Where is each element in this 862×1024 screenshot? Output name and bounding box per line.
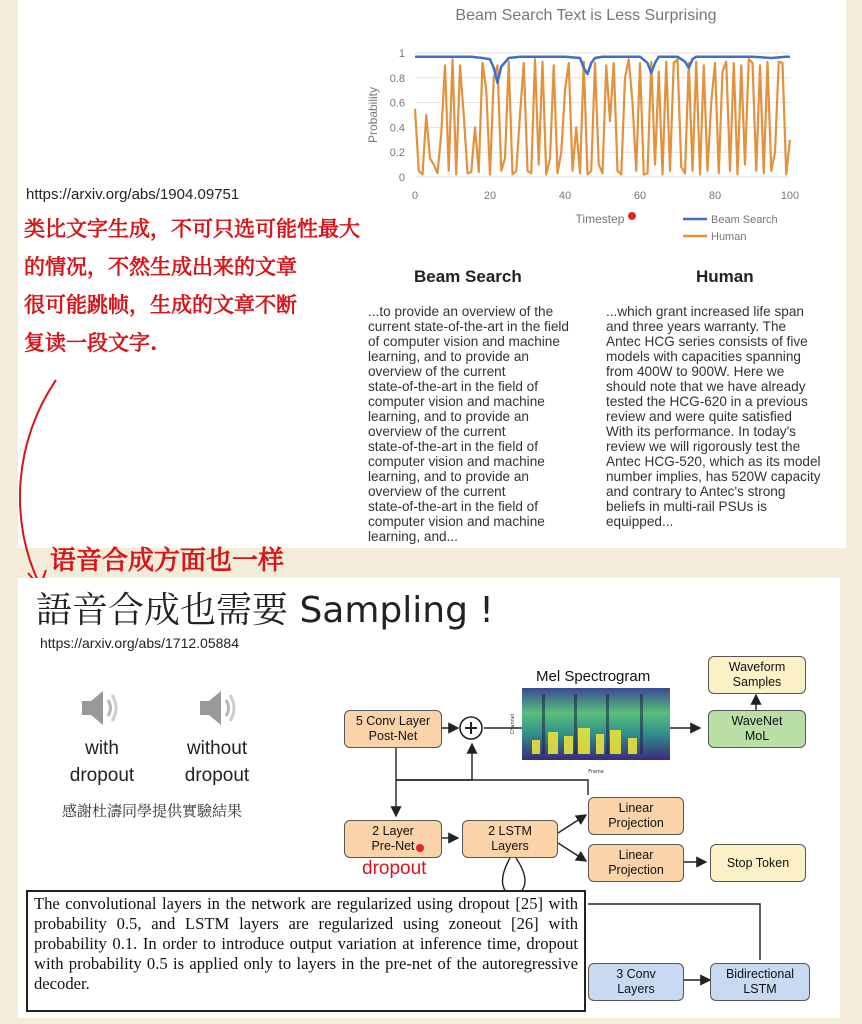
prenet-box: 2 Layer Pre-Net xyxy=(344,820,442,858)
x-tick-label-3: 60 xyxy=(633,190,647,202)
speaker-icon-with-dropout[interactable] xyxy=(78,686,126,730)
x-tick-label-4: 80 xyxy=(708,190,722,202)
postnet-box: 5 Conv Layer Post-Net xyxy=(344,710,442,748)
annotation-line-2: 的情况，不然生成出来的文章 xyxy=(24,254,297,279)
legend-beam-search: Beam Search xyxy=(711,214,778,226)
y-tick-label-5: 1 xyxy=(398,48,405,60)
human-header: Human xyxy=(696,267,754,286)
linear-projection-box-2: Linear Projection xyxy=(588,844,684,882)
waveform-samples-box: Waveform Samples xyxy=(708,656,806,694)
annotation-line-3: 很可能跳帧，生成的文章不断 xyxy=(24,292,297,317)
paper-quote-text: The convolutional layers in the network are regularized using dropout [25] with probability 0.5, and LSTM layers are regularized using zoneout [26] with probability 0.1. In order to introduce output variation at inference time, dropout with probability 0.5 is applied only to layers in the pre-net of the autoregressive decoder. xyxy=(34,894,578,993)
without-dropout-label: without dropout xyxy=(184,738,250,786)
chart-x-axis-label: Timestep xyxy=(575,212,625,226)
beam-search-sample-text: ...to provide an overview of the current state-of-the-art in the field of computer vision and machine learning, and to provide an overview of the current state-of-the-art in the field of computer vision and machine learning, and to provide an overview of the current state-of-the-art in the field of computer vision and machine learning, and to provide an overview of the current state-of-the-art in the field of computer vision and machine learning, and... xyxy=(368,304,569,544)
handwritten-annotation xyxy=(24,210,369,362)
y-tick-label-4: 0.8 xyxy=(389,72,405,85)
probability-chart xyxy=(360,0,810,250)
paper-url-2[interactable]: https://arxiv.org/abs/1712.05884 xyxy=(40,635,239,651)
x-tick-label-5: 100 xyxy=(780,190,800,202)
mel-spectrogram-image xyxy=(506,684,674,776)
lstm-layers-box: 2 LSTM Layers xyxy=(462,820,558,858)
x-tick-label-2: 40 xyxy=(558,190,572,202)
chart-title: Beam Search Text is Less Surprising xyxy=(455,7,717,24)
y-tick-label-2: 0.4 xyxy=(389,122,405,135)
legend-human: Human xyxy=(711,231,747,243)
annotation-line-1: 类比文字生成，不可只选可能性最大 xyxy=(24,216,360,241)
paper-quote-box xyxy=(26,890,586,1012)
x-tick-label-0: 0 xyxy=(411,190,419,202)
wavenet-mol-box: WaveNet MoL xyxy=(708,710,806,748)
y-tick-label-0: 0 xyxy=(398,172,405,184)
y-tick-label-1: 0.2 xyxy=(389,147,405,160)
chart-lines xyxy=(415,57,790,175)
slide-title: 語音合成也需要 Sampling ! xyxy=(36,590,494,631)
beam-search-header: Beam Search xyxy=(414,267,522,286)
spectrogram-x-axis-label: Frame xyxy=(588,769,604,775)
thanks-note: 感謝杜濤同學提供實驗結果 xyxy=(62,802,243,820)
spectrogram-y-axis-label: Channel xyxy=(510,713,516,735)
with-dropout-label: with dropout xyxy=(69,738,135,786)
spectrogram-title: Mel Spectrogram xyxy=(536,668,651,685)
conv-layers-box: 3 Conv Layers xyxy=(588,963,684,1001)
pointer-dot xyxy=(628,212,636,220)
annotation-line-4: 复读一段文字. xyxy=(24,330,158,355)
human-sample-text: ...which grant increased life span and three years warranty. The Antec HCG series consists of five models with capacities spanning from 400W to 900W. Here we should note that we have already tested the HCG-620 in a previous review and were quite satisfied With its performance. In today's review we will rigorously test the Antec HCG-520, which as its model number implies, has 520W capacity and contrary to Antec's strong beliefs in multi-rail PSUs is equipped... xyxy=(606,304,821,529)
paper-url-1[interactable]: https://arxiv.org/abs/1904.09751 xyxy=(26,186,240,203)
bidirectional-lstm-box: Bidirectional LSTM xyxy=(710,963,810,1001)
series-line-human xyxy=(415,59,790,174)
chart-y-axis-label: Probability xyxy=(366,86,380,144)
speaker-icon-without-dropout[interactable] xyxy=(196,686,244,730)
linear-projection-box-1: Linear Projection xyxy=(588,797,684,835)
handwritten-annotation-2: 语音合成方面也一样 xyxy=(50,546,285,576)
y-tick-label-3: 0.6 xyxy=(389,97,405,110)
dropout-red-label: dropout xyxy=(362,858,427,879)
pointer-dot-2 xyxy=(416,844,424,852)
x-tick-label-1: 20 xyxy=(483,190,497,202)
chart-legend xyxy=(683,214,778,243)
stop-token-box: Stop Token xyxy=(710,844,806,882)
